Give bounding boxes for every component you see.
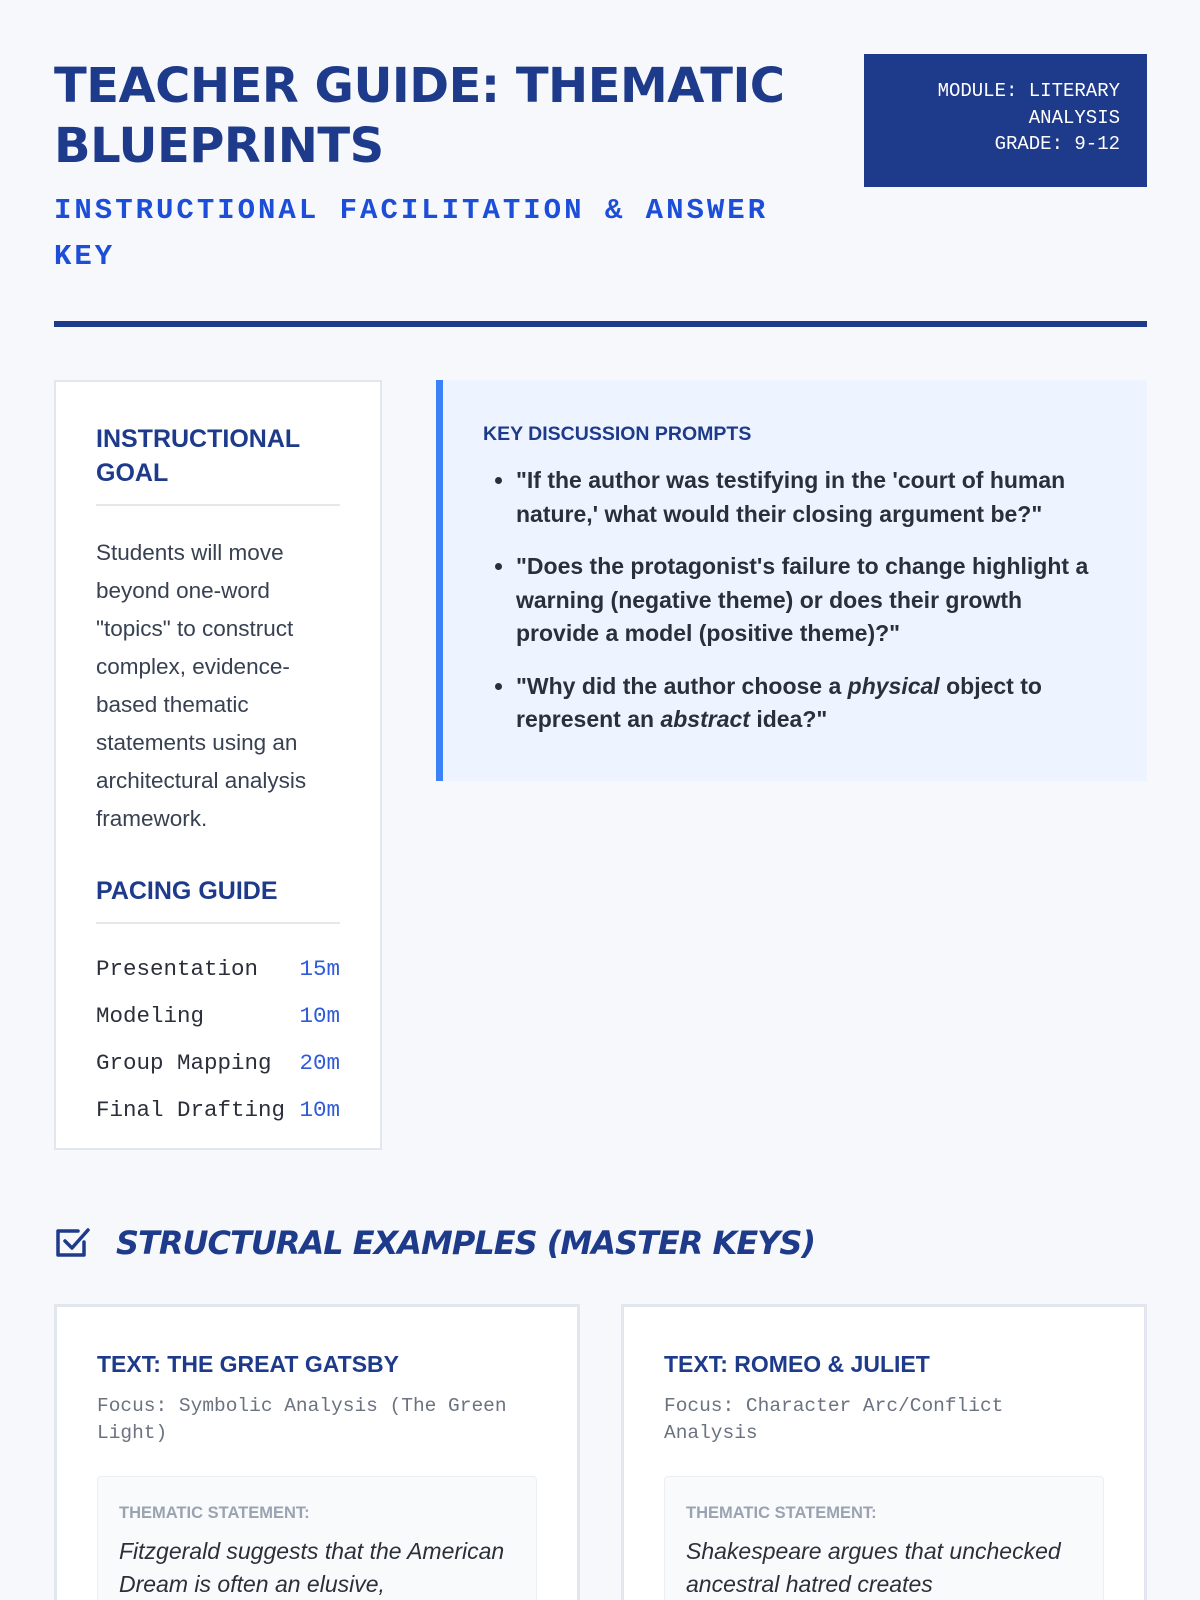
prompt-text: "Why did the author choose a	[516, 672, 848, 699]
prompt-list	[483, 464, 1097, 737]
instructional-goal-heading: INSTRUCTIONAL GOAL	[96, 425, 300, 487]
pacing-time: 15m	[299, 956, 340, 982]
prompt-item: • "Does the protagonist's failure to change highlight a warning (negative theme) or does their growth provide a model (positive theme)?"	[516, 550, 1097, 651]
prompt-emphasis: abstract	[660, 706, 750, 732]
pacing-activity: Final Drafting	[96, 1097, 286, 1123]
pacing-row	[96, 1087, 340, 1134]
module-label: MODULE: LITERARY ANALYSIS	[937, 80, 1132, 129]
statement-label: THEMATIC STATEMENT:	[119, 1504, 310, 1522]
thematic-statement-box	[97, 1476, 537, 1600]
pacing-row	[96, 946, 340, 993]
pacing-activity: Group Mapping	[96, 1050, 272, 1076]
discussion-heading: KEY DISCUSSION PROMPTS	[483, 423, 752, 445]
example-card-gatsby	[54, 1304, 580, 1600]
structural-examples-heading	[54, 1222, 1147, 1266]
document-header	[54, 54, 1147, 274]
header-divider	[54, 321, 1147, 327]
prompt-item: • "If the author was testifying in the 'court of human nature,' what would their closing argument be?"	[516, 464, 1097, 531]
thematic-statement-box	[664, 1476, 1104, 1600]
prompt-emphasis: physical	[847, 672, 940, 699]
sidebar-card	[54, 380, 382, 1150]
statement-text: Shakespeare argues that unchecked ancestral hatred creates	[686, 1538, 1061, 1597]
grade-label: GRADE: 9-12	[994, 133, 1120, 155]
pacing-time: 10m	[299, 1097, 340, 1123]
card-focus: Focus: Character Arc/Conflict Analysis	[664, 1395, 1004, 1444]
example-card-romeo-juliet	[621, 1304, 1147, 1600]
page-subtitle: INSTRUCTIONAL FACILITATION & ANSWER KEY	[54, 194, 769, 273]
pacing-row	[96, 993, 340, 1040]
pacing-row	[96, 1040, 340, 1087]
card-title: TEXT: ROMEO & JULIET	[664, 1351, 930, 1377]
goal-divider	[96, 504, 340, 506]
statement-text: Fitzgerald suggests that the American Dream is often an elusive,	[119, 1538, 505, 1597]
card-focus: Focus: Symbolic Analysis (The Green Light)	[97, 1395, 507, 1444]
pacing-activity: Modeling	[96, 1003, 205, 1029]
statement-label: THEMATIC STATEMENT:	[686, 1504, 877, 1522]
instructional-goal-text: Students will move beyond one-word "topics" to construct complex, evidence-based thematic statements using an architectural analysis framework.	[96, 540, 307, 831]
pacing-activity: Presentation	[96, 956, 259, 982]
prompt-text: object to represent an	[516, 672, 1042, 732]
card-title: TEXT: THE GREAT GATSBY	[97, 1351, 399, 1377]
pacing-list	[96, 946, 340, 1134]
discussion-prompts-callout	[436, 380, 1147, 781]
pacing-guide-heading: PACING GUIDE	[96, 874, 340, 924]
checkbox-icon	[54, 1224, 92, 1262]
prompt-text: idea?"	[749, 706, 828, 732]
prompt-item	[516, 670, 1097, 737]
pacing-time: 20m	[299, 1050, 340, 1076]
pacing-time: 10m	[299, 1003, 340, 1029]
section-title: STRUCTURAL EXAMPLES (MASTER KEYS)	[116, 1224, 816, 1262]
module-badge	[864, 54, 1147, 187]
page-title: TEACHER GUIDE: THEMATIC BLUEPRINTS	[54, 58, 785, 174]
